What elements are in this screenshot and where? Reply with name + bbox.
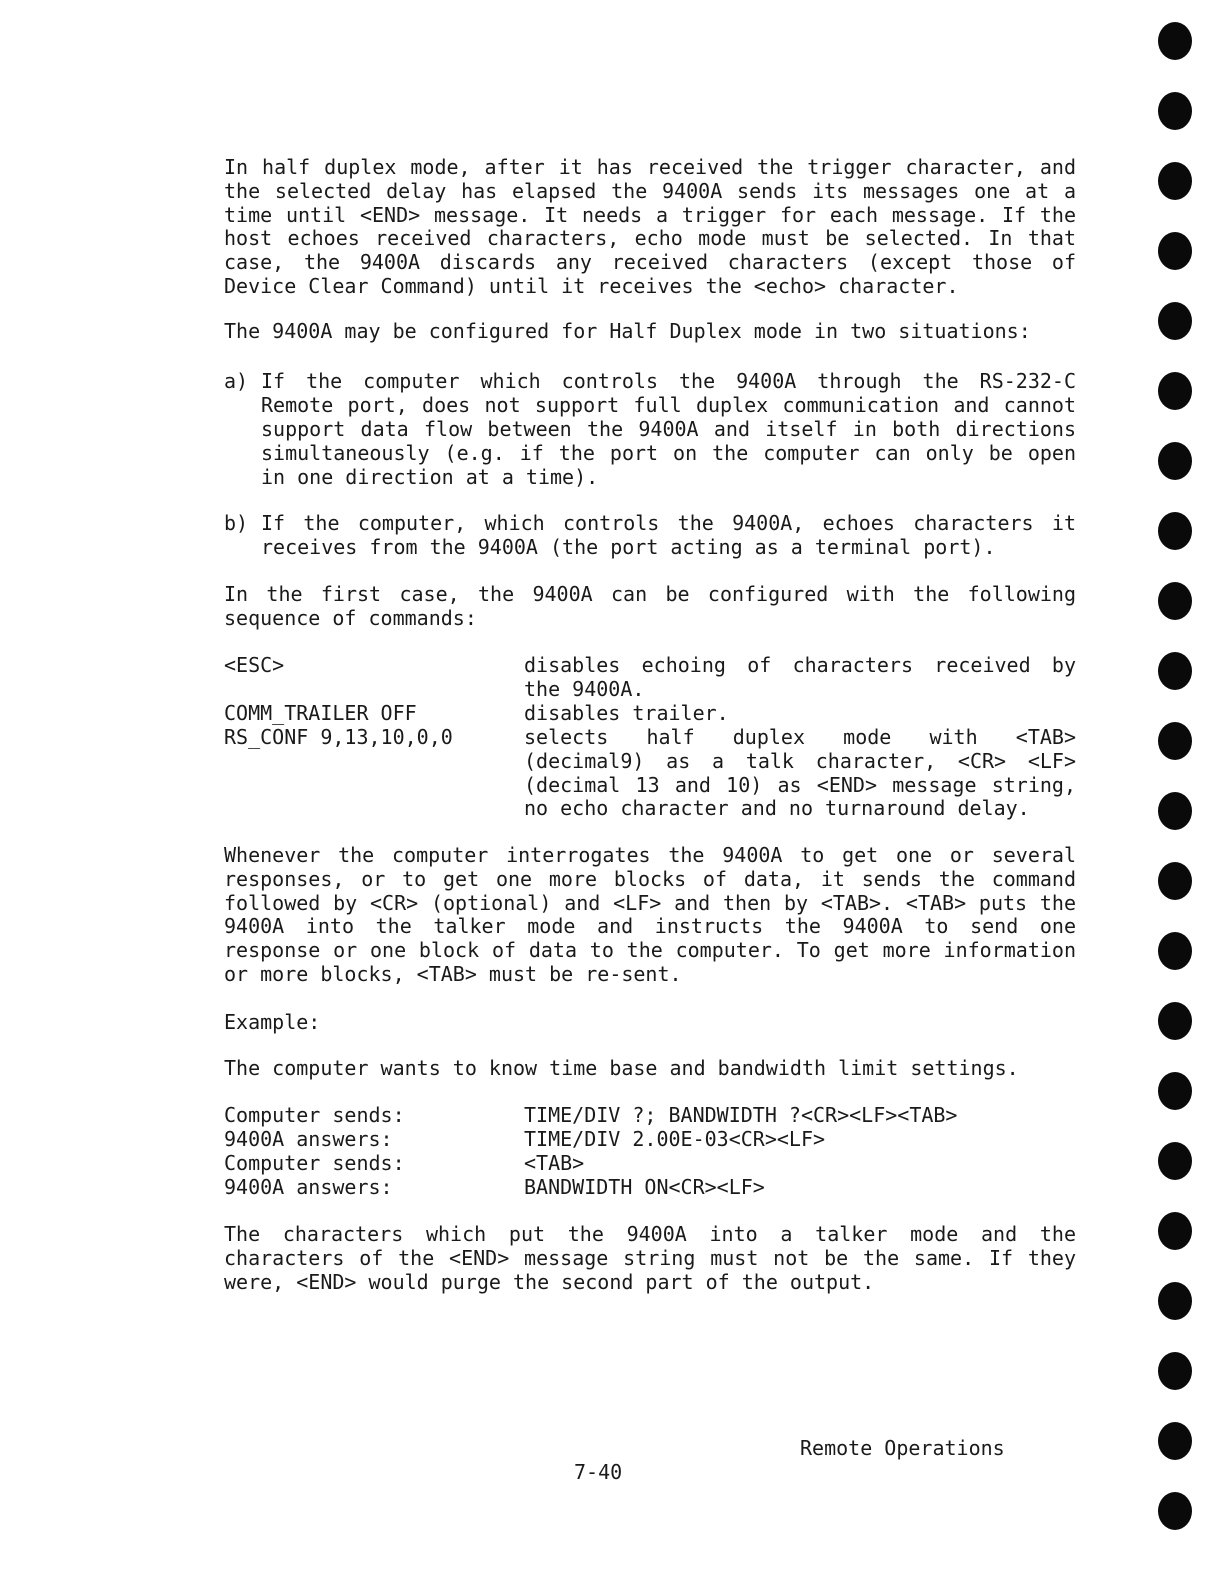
list-marker: a) xyxy=(224,369,249,393)
list-item-text: If the computer, which controls the 9400A, echoes characters it receives from the 9400A (the port acting as a terminal port). xyxy=(261,511,1076,559)
command-name: RS_CONF 9,13,10,0,0 xyxy=(224,725,453,749)
punch-hole xyxy=(1158,582,1192,620)
example-label: Example: xyxy=(224,1010,321,1034)
paragraph-first-case: In the first case, the 9400A can be configured with the following sequence of commands: xyxy=(224,582,1076,630)
list-marker: b) xyxy=(224,511,249,535)
punch-hole xyxy=(1158,232,1192,270)
paragraph-half-duplex-intro: In half duplex mode, after it has received the trigger character, and the selected delay has elapsed the 9400A sends its messages one at a time until <END> message. It needs a trigger for each message. If the host echoes received characters, echo mode must be selected. In that case, the 9400A discards any received characters (except those of Device Clear Command) until it receives the <echo> character. xyxy=(224,155,1076,298)
punch-hole xyxy=(1158,792,1192,830)
list-item-b xyxy=(224,511,1076,559)
punch-hole xyxy=(1158,162,1192,200)
command-name: <ESC> xyxy=(224,653,285,677)
punch-hole xyxy=(1158,932,1192,970)
punch-hole xyxy=(1158,652,1192,690)
punch-hole xyxy=(1158,92,1192,130)
command-description: disables trailer. xyxy=(524,701,729,725)
punch-hole xyxy=(1158,1352,1192,1390)
punch-hole xyxy=(1158,302,1192,340)
punch-hole xyxy=(1158,1422,1192,1460)
paragraph-end-string-warning: The characters which put the 9400A into a talker mode and the characters of the <END> message string must not be the same. If they were, <END> would purge the second part of the output. xyxy=(224,1222,1076,1294)
punch-hole xyxy=(1158,1492,1192,1530)
exchange-sender: 9400A answers: xyxy=(224,1127,393,1151)
page-number: 7-40 xyxy=(574,1460,623,1484)
binder-punch-holes xyxy=(1158,20,1194,1570)
punch-hole xyxy=(1158,1212,1192,1250)
punch-hole xyxy=(1158,512,1192,550)
command-name: COMM_TRAILER OFF xyxy=(224,701,417,725)
footer-section-title: Remote Operations xyxy=(800,1436,1005,1460)
exchange-message: BANDWIDTH ON<CR><LF> xyxy=(524,1175,765,1199)
paragraph-interrogation: Whenever the computer interrogates the 9400A to get one or several responses, or to get one more blocks of data, it sends the command followed by <CR> (optional) and <LF> and then by <TAB>. <TAB> puts the 9400A into the talker mode and instructs the 9400A to send one response or one block of data to the computer. To get more information or more blocks, <TAB> must be re-sent. xyxy=(224,843,1076,986)
exchange-message: TIME/DIV ?; BANDWIDTH ?<CR><LF><TAB> xyxy=(524,1103,958,1127)
exchange-sender: Computer sends: xyxy=(224,1151,405,1175)
command-description: selects half duplex mode with <TAB> (decimal9) as a talk character, <CR> <LF> (decimal 13 and 10) as <END> message string, no echo character and no turnaround delay. xyxy=(524,725,1076,821)
punch-hole xyxy=(1158,1002,1192,1040)
exchange-sender: 9400A answers: xyxy=(224,1175,393,1199)
exchange-sender: Computer sends: xyxy=(224,1103,405,1127)
punch-hole xyxy=(1158,372,1192,410)
punch-hole xyxy=(1158,1282,1192,1320)
paragraph-example-description: The computer wants to know time base and bandwidth limit settings. xyxy=(224,1056,1019,1080)
command-description: disables echoing of characters received by the 9400A. xyxy=(524,653,1076,701)
list-item-a xyxy=(224,369,1076,489)
exchange-message: TIME/DIV 2.00E-03<CR><LF> xyxy=(524,1127,826,1151)
exchange-message: <TAB> xyxy=(524,1151,585,1175)
punch-hole xyxy=(1158,862,1192,900)
punch-hole xyxy=(1158,1142,1192,1180)
punch-hole xyxy=(1158,722,1192,760)
list-item-text: If the computer which controls the 9400A through the RS-232-C Remote port, does not support full duplex communication and cannot support data flow between the 9400A and itself in both directions simultaneously (e.g. if the port on the computer can only be open in one direction at a time). xyxy=(261,369,1076,489)
paragraph-configuration-situations: The 9400A may be configured for Half Duplex mode in two situations: xyxy=(224,319,1031,343)
punch-hole xyxy=(1158,1072,1192,1110)
punch-hole xyxy=(1158,442,1192,480)
punch-hole xyxy=(1158,22,1192,60)
